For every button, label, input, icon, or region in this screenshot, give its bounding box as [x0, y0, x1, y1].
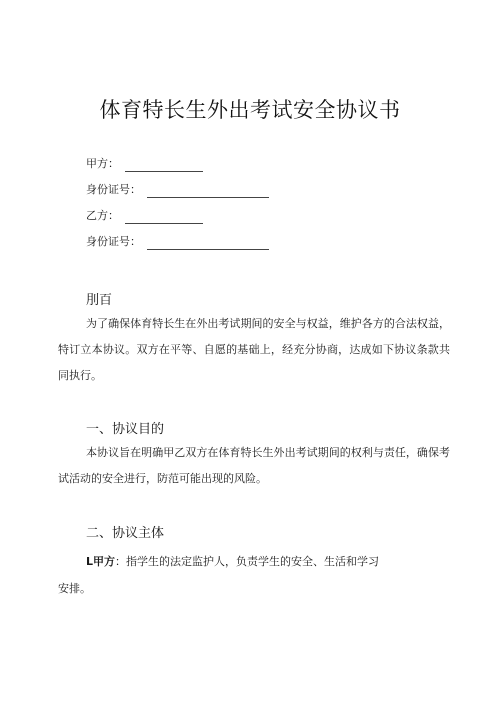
purpose-text: 本协议旨在明确甲乙双方在体育特长生外出考试期间的权利与责任，确保考试活动的安全进行，防范可能出现的风险。 — [58, 446, 450, 485]
party-b-id-blank — [147, 238, 269, 250]
purpose-heading: 一、协议目的 — [86, 422, 165, 437]
party-b-id-field — [86, 234, 269, 250]
party-a-definition — [86, 553, 379, 569]
purpose-paragraph — [58, 440, 450, 492]
party-a-definition-text: ：指学生的法定监护人，负责学生的安全、生活和学习 — [115, 555, 380, 568]
parties-heading: 二、协议主体 — [86, 526, 165, 541]
preface-heading: 刖百 — [86, 293, 113, 308]
party-b-id-label: 身份证号： — [86, 235, 141, 248]
preface-paragraph — [58, 311, 450, 389]
party-a-blank — [125, 160, 203, 172]
party-a-label: 甲方： — [86, 157, 119, 170]
party-a-definition-continuation: 安排。 — [58, 582, 91, 595]
party-a-id-field — [86, 182, 269, 198]
party-b-label: 乙方： — [86, 209, 119, 222]
party-b-field — [86, 208, 203, 224]
party-a-id-label: 身份证号： — [86, 183, 141, 196]
document-title: 体育特长生外出考试安全协议书 — [99, 98, 401, 122]
party-a-field — [86, 156, 203, 172]
party-b-blank — [125, 212, 203, 224]
preface-text: 为了确保体育特长生在外出考试期间的安全与权益，维护各方的合法权益，特订立本协议。双方在平等、自愿的基础上，经充分协商，达成如下协议条款共同执行。 — [58, 317, 450, 382]
party-a-id-blank — [147, 186, 269, 198]
party-a-key: L甲方 — [86, 555, 116, 568]
